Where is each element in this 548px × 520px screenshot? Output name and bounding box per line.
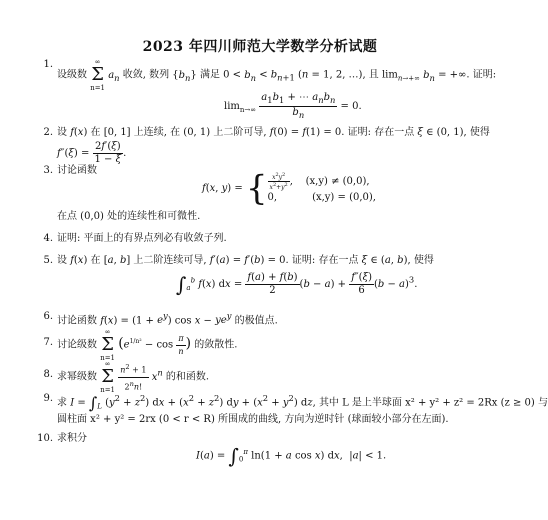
problem-7-text: 讨论级数 ∞ Σ n=1 ($e^{1/n^2} - \cos$ $\frac{\pi}{n}$ ) 的敛散性. bbox=[57, 328, 238, 362]
problem-4-text: 证明: 平面上的有界点列必有收敛子列. bbox=[57, 233, 227, 244]
problem-number: 7. bbox=[43, 337, 53, 348]
problem-3-text-2: 在点 (0,0) 处的连续性和可微性. bbox=[57, 211, 201, 222]
problem-9-text-1: 其中 L 是上半球面 x² + y² + z² = 2Rx (z ≥ 0) 与 bbox=[318, 397, 548, 409]
problem-7-suffix: 的敛散性. bbox=[194, 339, 238, 351]
problem-9 bbox=[43, 392, 548, 426]
problem-number: 2. bbox=[43, 127, 53, 138]
problem-8 bbox=[43, 360, 496, 394]
problem-3-formula: f(x, y) = { $\frac{x^2y^2}{x^2+y^2}$ , (x,y) ≠ (0,0), 0, (x,y) = (0,0), bbox=[202, 168, 376, 209]
case-1-condition: (x,y) ≠ (0,0), bbox=[305, 176, 370, 187]
problem-number: 4. bbox=[43, 233, 53, 244]
problem-number: 5. bbox=[43, 255, 53, 266]
problem-8-suffix: 的和函数. bbox=[165, 371, 210, 383]
problem-number: 10. bbox=[37, 433, 53, 444]
problem-7 bbox=[43, 328, 496, 362]
problem-2-text: 设 f(x) 在 [0, 1] 上连续, 在 (0, 1) 上二阶可导, f(0) = f(1) = 0. 证明: 存在一点 ξ ∈ (0, 1), 使得 bbox=[57, 127, 490, 138]
problem-6 bbox=[43, 310, 496, 327]
problem-3-text: 讨论函数 bbox=[57, 165, 97, 176]
problem-1 bbox=[43, 58, 497, 92]
problem-number: 8. bbox=[43, 369, 53, 380]
problem-1-formula: $\lim_{n\to\infty}$ $\frac{a_1b_1 + \cdots a_nb_n}{b_n}$ = 0. bbox=[224, 92, 362, 120]
problem-number: 1. bbox=[43, 59, 53, 70]
problem-number: 3. bbox=[43, 165, 53, 176]
problem-3-cont bbox=[57, 210, 496, 223]
case-2-condition: (x,y) = (0,0), bbox=[312, 192, 376, 203]
problem-5-text: 设 f(x) 在 [a, b] 上二阶连续可导, f′(a) = f′(b) = 0. 证明: 存在一点 ξ ∈ (a, b), 使得 bbox=[57, 255, 434, 266]
problem-5-formula: $\int_a^b$ f(x) dx = $\frac{f(a) + f(b)}{2}$ (b − a) + $\frac{f''(\xi)}{6}$ $(b - a)^3$. bbox=[176, 272, 418, 297]
exam-title: 2023 年四川师范大学数学分析试题 bbox=[142, 39, 378, 55]
problem-9-text-2: 圆柱面 x² + y² = 2rx (0 < r < R) 所围成的曲线, 方向为逆时针 (球面较小部分在左面). bbox=[57, 414, 449, 426]
problem-10-text: 求积分 bbox=[57, 433, 87, 444]
problem-number: 6. bbox=[43, 311, 53, 322]
problem-4 bbox=[43, 232, 496, 245]
problem-number: 9. bbox=[43, 393, 53, 404]
problem-9-text: 求 $I = \int_L$ $(y^2 + z^2)$ dx + $(x^2 + z^2)$ dy + $(x^2 + y^2)$ dz, 其中 L 是上半球面 x² + y² + z² = 2Rx (z ≥ 0) 与 bbox=[57, 393, 548, 413]
problem-10-formula: $I(a) = \int_0^\pi$ ln(1 + a cos x) dx, |a| < 1. bbox=[196, 444, 387, 468]
problem-5 bbox=[43, 254, 496, 267]
problem-1-text: 设级数 ∞ Σ n=1 $a_n$ 收敛, 数列 $\{b_n\}$ 满足 $0 < b_n < b_{n+1}$ (n = 1, 2, …), 且 $\lim_{n\to+\infty} b_n$ = +∞. 证明: bbox=[57, 58, 497, 92]
problem-2 bbox=[43, 126, 496, 166]
problem-2-formula: f″(ξ) = $\frac{2f'(\xi)}{1 - \xi}$ . bbox=[57, 141, 127, 165]
problem-6-text: 讨论函数 $f(x) = (1 + e^y)$ $\cos x - ye^y$ 的极值点. bbox=[57, 311, 278, 327]
problem-8-text: 求幂级数 ∞ Σ n=1 $\frac{n^2 + 1}{2^nn!}$ $x^n$ 的和函数. bbox=[57, 360, 210, 394]
